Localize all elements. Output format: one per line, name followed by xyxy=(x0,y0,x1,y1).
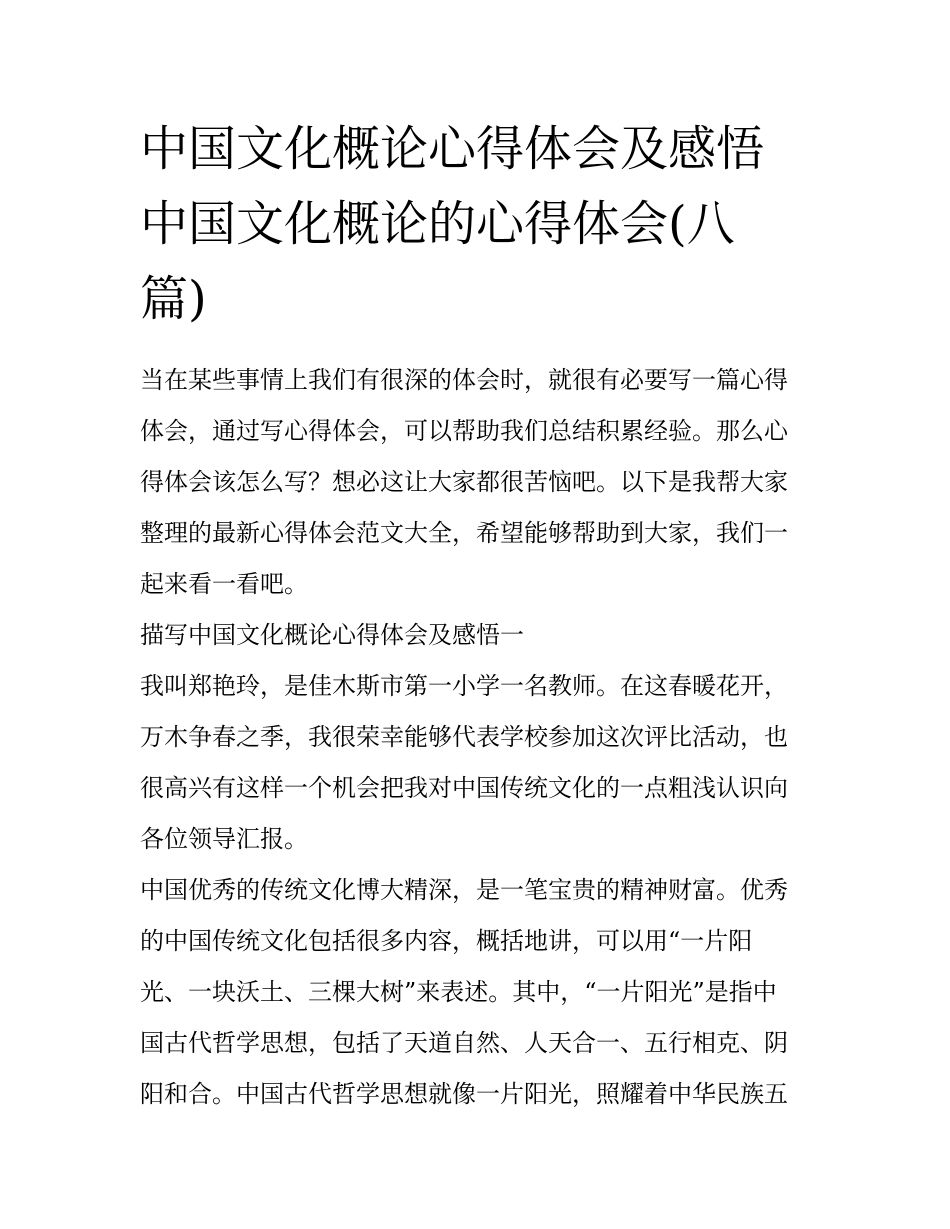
section-heading: 描写中国文化概论心得体会及感悟一 xyxy=(140,621,524,649)
body-line: 我叫郑艳玲，是佳木斯市第一小学一名教师。在这春暖花开， xyxy=(140,672,788,700)
body-line: 起来看一看吧。 xyxy=(140,570,308,598)
title-line: 篇) xyxy=(140,271,207,327)
title-line: 中国文化概论心得体会及感悟 xyxy=(140,121,765,177)
body-line: 整理的最新心得体会范文大全，希望能够帮助到大家，我们一 xyxy=(140,519,788,547)
document-body xyxy=(140,355,830,1120)
body-line: 万木争春之季，我很荣幸能够代表学校参加这次评比活动，也 xyxy=(140,723,788,751)
body-line: 阳和合。中国古代哲学思想就像一片阳光，照耀着中华民族五 xyxy=(140,1080,788,1108)
body-line: 体会，通过写心得体会，可以帮助我们总结积累经验。那么心 xyxy=(140,417,788,445)
body-line: 当在某些事情上我们有很深的体会时，就很有必要写一篇心得 xyxy=(140,366,788,394)
body-line: 国古代哲学思想，包括了天道自然、人天合一、五行相克、阴 xyxy=(140,1029,788,1057)
body-line: 各位领导汇报。 xyxy=(140,825,308,853)
body-line: 光、一块沃土、三棵大树”来表述。其中，“一片阳光”是指中 xyxy=(140,978,777,1006)
document-title xyxy=(140,112,820,337)
body-line: 的中国传统文化包括很多内容，概括地讲，可以用“一片阳 xyxy=(140,927,753,955)
body-line: 得体会该怎么写？想必这让大家都很苦恼吧。以下是我帮大家 xyxy=(140,468,788,496)
body-line: 很高兴有这样一个机会把我对中国传统文化的一点粗浅认识向 xyxy=(140,774,788,802)
body-line: 中国优秀的传统文化博大精深，是一笔宝贵的精神财富。优秀 xyxy=(140,876,788,904)
title-line: 中国文化概论的心得体会(八 xyxy=(140,196,735,252)
